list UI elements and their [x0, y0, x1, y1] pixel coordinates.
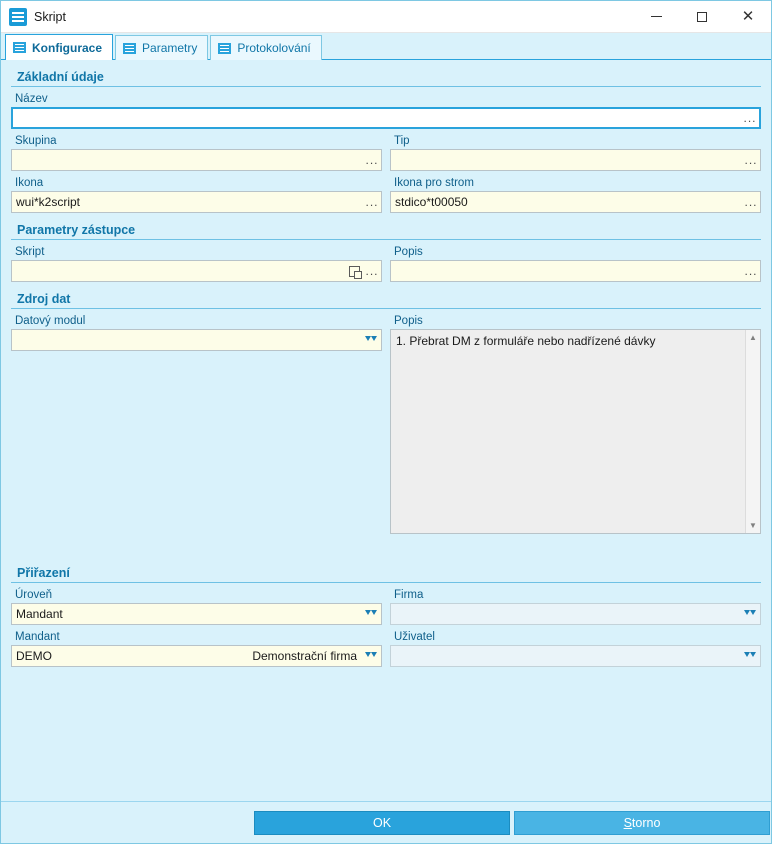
firma-dropdown-button[interactable]: [740, 604, 760, 624]
field-tip[interactable]: [390, 149, 761, 171]
field-uroven[interactable]: [11, 603, 382, 625]
label-datovy-modul: Datový modul: [15, 315, 86, 327]
uzivatel-dropdown-button[interactable]: [740, 646, 760, 666]
close-button[interactable]: [725, 1, 771, 33]
tip-ellipsis-button[interactable]: ...: [744, 153, 758, 167]
section-title: Zdroj dat: [11, 292, 761, 309]
field-skript[interactable]: [11, 260, 382, 282]
datovy-modul-dropdown-button[interactable]: [361, 330, 381, 350]
chevron-down-icon: [365, 610, 377, 619]
field-firma[interactable]: [390, 603, 761, 625]
tab-protokolovani[interactable]: [210, 35, 321, 60]
tab-parametry[interactable]: [115, 35, 208, 60]
scroll-up-icon[interactable]: ▲: [749, 333, 757, 342]
title-bar: [1, 1, 771, 33]
chevron-down-icon: [365, 652, 377, 661]
label-nazev: Název: [15, 93, 48, 105]
input-mandant-name: Demonstrační firma: [252, 649, 358, 663]
field-datovy-modul[interactable]: [11, 329, 382, 351]
chevron-down-icon: [744, 652, 756, 661]
field-mandant[interactable]: [11, 645, 382, 667]
field-ikona-pro-strom[interactable]: [390, 191, 761, 213]
nazev-ellipsis-button[interactable]: ...: [743, 111, 757, 125]
field-popis-zastupce[interactable]: [390, 260, 761, 282]
input-popis-zdroj[interactable]: 1. Přebrat DM z formuláře nebo nadřízené dávky: [396, 334, 656, 348]
script-window-icon: [9, 8, 27, 26]
section-zakladni-udaje: [11, 70, 761, 213]
cancel-label: torno: [631, 815, 661, 830]
chevron-down-icon: [365, 336, 377, 345]
label-tip: Tip: [394, 135, 410, 147]
label-firma: Firma: [394, 589, 424, 601]
tab-label: Protokolování: [237, 41, 311, 55]
skript-picker-button[interactable]: [345, 261, 363, 281]
section-zdroj-dat: [11, 292, 761, 556]
chevron-down-icon: [744, 610, 756, 619]
window-title: Skript: [34, 9, 66, 24]
maximize-icon: [697, 12, 707, 22]
label-skupina: Skupina: [15, 135, 57, 147]
section-parametry-zastupce: [11, 223, 761, 282]
label-uzivatel: Uživatel: [394, 631, 435, 643]
input-ikona-pro-strom[interactable]: stdico*t00050: [395, 195, 468, 209]
ikona-strom-ellipsis-button[interactable]: ...: [744, 195, 758, 209]
label-ikona-pro-strom: Ikona pro strom: [394, 177, 474, 189]
label-ikona: Ikona: [15, 177, 44, 189]
maximize-button[interactable]: [679, 1, 725, 33]
window-controls: [633, 1, 771, 33]
section-title: Parametry zástupce: [11, 223, 761, 240]
popis-zastupce-ellipsis-button[interactable]: ...: [744, 264, 758, 278]
field-nazev[interactable]: [11, 107, 761, 129]
ok-button[interactable]: OK: [254, 811, 510, 835]
label-uroven: Úroveň: [15, 589, 53, 601]
minimize-button[interactable]: [633, 1, 679, 33]
input-ikona[interactable]: wui*k2script: [16, 195, 81, 209]
field-uzivatel[interactable]: [390, 645, 761, 667]
scroll-down-icon[interactable]: ▼: [749, 521, 757, 530]
skupina-ellipsis-button[interactable]: ...: [365, 153, 379, 167]
ikona-ellipsis-button[interactable]: ...: [365, 195, 379, 209]
section-title: Přiřazení: [11, 566, 761, 583]
cancel-accel: S: [623, 815, 632, 830]
skript-ellipsis-button[interactable]: ...: [365, 264, 379, 278]
tab-label: Konfigurace: [32, 40, 103, 55]
mandant-dropdown-button[interactable]: [361, 646, 381, 666]
cancel-button[interactable]: [514, 811, 770, 835]
uroven-dropdown-button[interactable]: [361, 604, 381, 624]
label-skript: Skript: [15, 246, 45, 258]
minimize-icon: [651, 16, 662, 17]
list-icon: [123, 43, 136, 54]
close-icon: ✕: [741, 7, 755, 25]
label-popis-zdroj: Popis: [394, 315, 423, 327]
input-mandant-code[interactable]: DEMO: [16, 649, 52, 663]
field-skupina[interactable]: [11, 149, 382, 171]
label-mandant: Mandant: [15, 631, 60, 643]
dialog-footer: [1, 801, 771, 843]
field-popis-zdroj[interactable]: [390, 329, 761, 534]
form-body: [1, 60, 771, 801]
list-icon: [13, 42, 26, 53]
tab-bar: [1, 33, 771, 60]
section-prirazeni: [11, 566, 761, 667]
popis-zdroj-scrollbar[interactable]: [745, 330, 760, 533]
tab-konfigurace[interactable]: [5, 34, 113, 60]
tab-label: Parametry: [142, 41, 198, 55]
script-select-icon: [349, 266, 360, 277]
input-uroven[interactable]: Mandant: [16, 607, 63, 621]
label-popis-zastupce: Popis: [394, 246, 423, 258]
list-icon: [218, 43, 231, 54]
field-ikona[interactable]: [11, 191, 382, 213]
datasource-spacer: [11, 351, 382, 556]
section-title: Základní údaje: [11, 70, 761, 87]
